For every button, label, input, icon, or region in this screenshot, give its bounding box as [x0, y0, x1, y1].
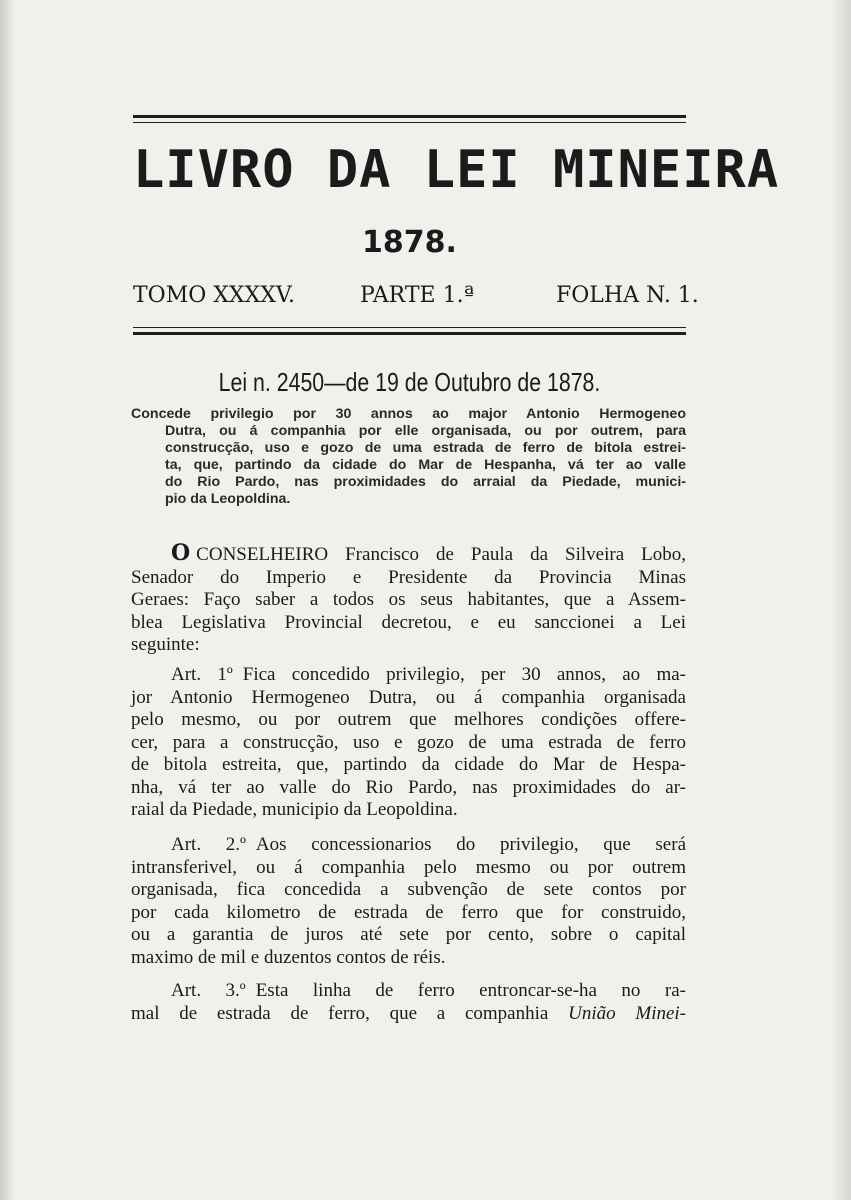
summary-line: ta, que, partindo da cidade do Mar de Hespanha, vá ter ao valle	[165, 457, 686, 473]
summary-line: do Rio Pardo, nas proximidades do arraial da Piedade, munici-	[165, 474, 686, 490]
article-line-text: Esta linha de ferro entroncar-se-ha no ra-	[255, 980, 687, 1001]
bottom-rule-thick	[133, 332, 686, 335]
year: 1878.	[362, 225, 457, 260]
article-line	[131, 980, 686, 1003]
article-line: cer, para a construcção, uso e gozo de uma estrada de ferro	[131, 731, 686, 753]
top-rule-thick	[133, 115, 686, 118]
company-name-italic: União Minei-	[568, 1002, 687, 1024]
folha-label: FOLHA N. 1.	[556, 283, 699, 308]
law-summary	[131, 406, 686, 508]
parte-label: PARTE 1.ª	[360, 283, 475, 308]
intro-line	[131, 542, 686, 567]
right-page-edge	[831, 0, 851, 1200]
article-line: nha, vá ter ao valle do Rio Pardo, nas proximidades do ar-	[131, 776, 686, 798]
intro-line: blea Legislativa Provincial decretou, e eu sanccionei a Lei	[131, 611, 686, 633]
article-label: Art. 2.º	[171, 834, 246, 855]
intro-line-text: CONSELHEIRO Francisco de Paula da Silveira Lobo,	[196, 544, 686, 565]
summary-line: construcção, uso e gozo de uma estrada de ferro de bitola estrei-	[165, 440, 686, 456]
article-line-text: Aos concessionarios do privilegio, que será	[255, 834, 686, 855]
article-2	[131, 834, 686, 969]
article-line: jor Antonio Hermogeneo Dutra, ou á companhia organisada	[131, 686, 686, 708]
article-line	[131, 664, 686, 687]
article-line: ou a garantia de juros até sete por cento, sobre o capital	[131, 924, 686, 945]
article-line: intransferivel, ou á companhia pelo mesmo ou por outrem	[131, 856, 686, 878]
article-label: Art. 1º	[171, 664, 233, 685]
article-line-text: Fica concedido privilegio, per 30 annos, ao ma-	[242, 664, 687, 685]
law-title: Lei n. 2450—de 19 de Outubro de 1878.	[218, 367, 601, 397]
left-page-edge	[0, 0, 14, 1200]
article-label: Art. 3.º	[171, 980, 246, 1001]
top-rule-thin	[133, 122, 686, 123]
article-line: de bitola estreita, que, partindo da cidade do Mar de Hespa-	[131, 754, 686, 775]
summary-line: Concede privilegio por 30 annos ao major Antonio Hermogeneo	[131, 406, 686, 422]
bottom-rule-thin	[133, 327, 686, 328]
intro-line: Senador do Imperio e Presidente da Provincia Minas	[131, 566, 686, 588]
article-line: maximo de mil e duzentos contos de réis.	[131, 946, 446, 968]
summary-line: Dutra, ou á companhia por elle organisada, ou por outrem, para	[165, 423, 686, 439]
intro-line: seguinte:	[131, 634, 200, 655]
intro-paragraph	[131, 542, 686, 657]
article-line: por cada kilometro de estrada de ferro que for construido,	[131, 901, 686, 923]
tomo-label: TOMO XXXXV.	[133, 283, 295, 308]
article-line	[131, 834, 686, 857]
article-3	[131, 980, 686, 1025]
article-line: organisada, fica concedida a subvenção de sete contos por	[131, 879, 686, 900]
intro-line: Geraes: Faço saber a todos os seus habitantes, que a Assem-	[131, 589, 686, 610]
article-line: raial da Piedade, municipio da Leopoldina.	[131, 799, 458, 820]
article-line	[131, 1003, 686, 1026]
book-title: LIVRO DA LEI MINEIRA	[133, 140, 780, 200]
article-line: pelo mesmo, ou por outrem que melhores condições offere-	[131, 709, 686, 730]
ornate-initial: O	[171, 540, 191, 566]
article-line-text: mal de estrada de ferro, que a companhia	[131, 1002, 549, 1024]
summary-line: pio da Leopoldina.	[165, 491, 291, 507]
article-1	[131, 664, 686, 822]
